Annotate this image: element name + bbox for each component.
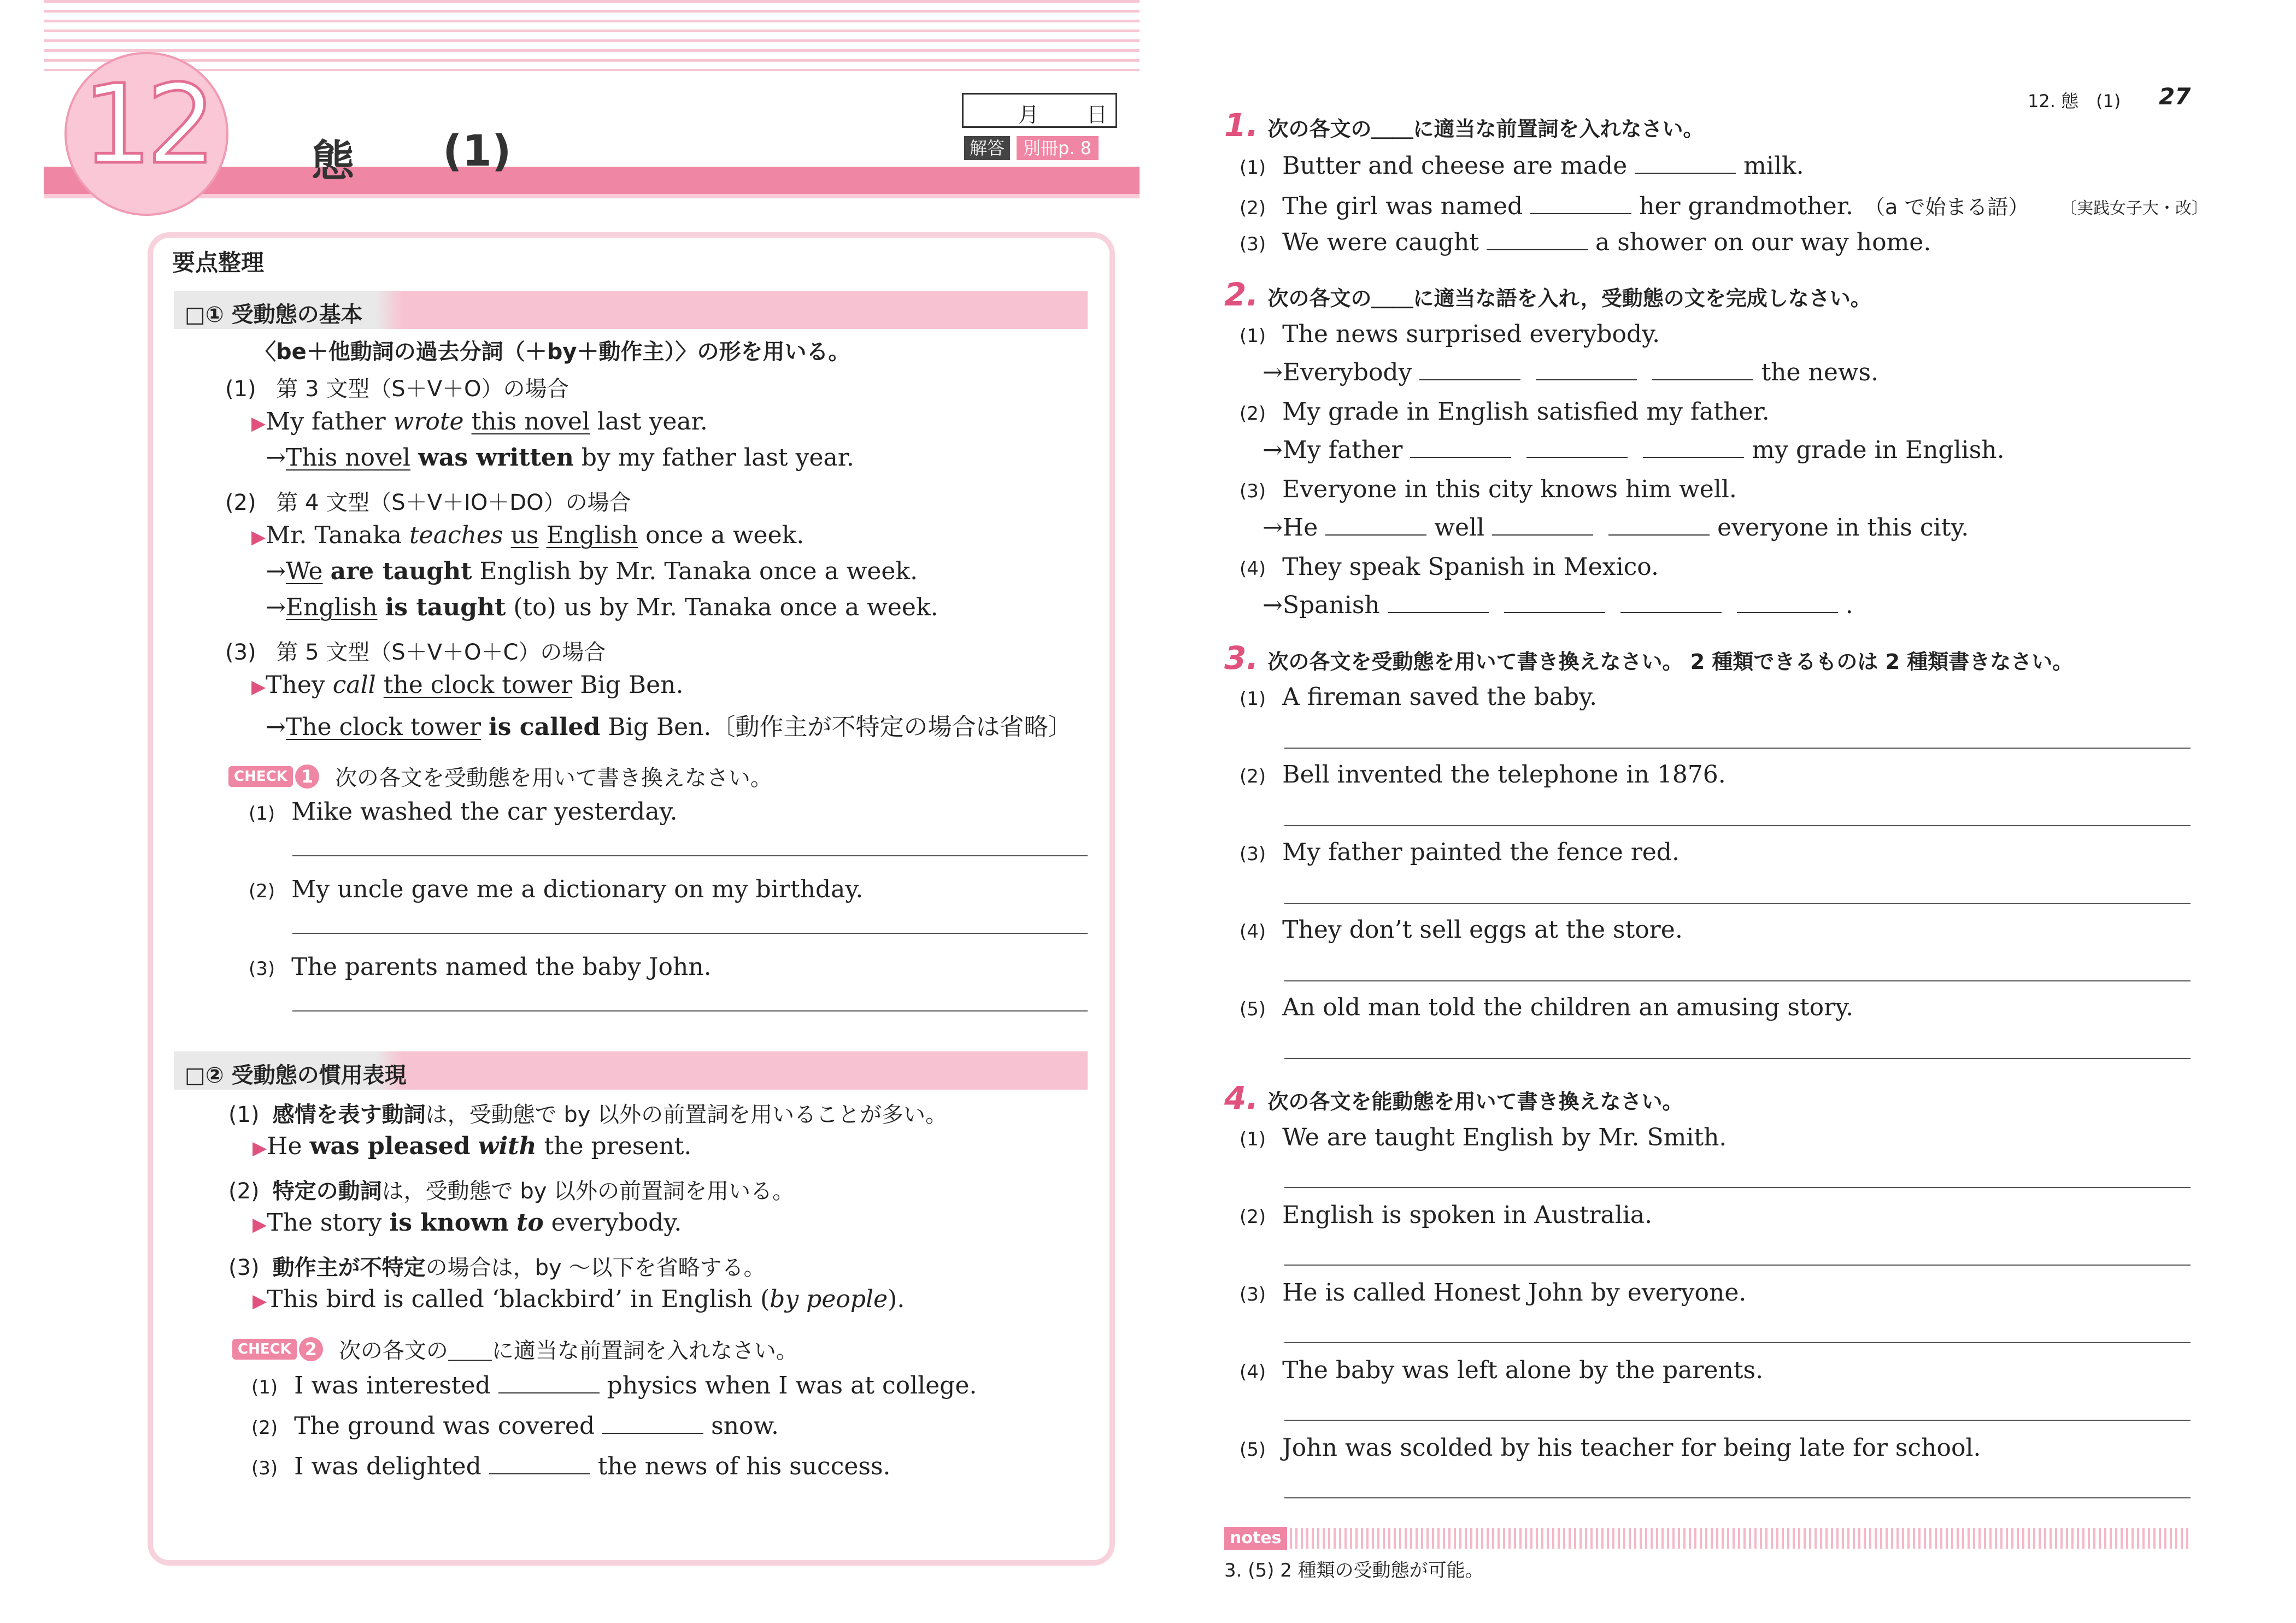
- question-number: 3.: [1224, 639, 1259, 677]
- answer-line[interactable]: [292, 933, 1088, 934]
- item-number: (3): [225, 640, 256, 665]
- header-stripes: [44, 0, 1140, 71]
- question-number: 4.: [1224, 1079, 1259, 1116]
- section2-p1: (1) 感情を表す動詞は，受動態で by 以外の前置詞を用いることが多い。: [228, 1102, 948, 1127]
- answer-label: 解答: [964, 136, 1010, 160]
- blank-line[interactable]: [1325, 534, 1426, 536]
- item-number: (2): [225, 490, 256, 515]
- answer-line[interactable]: [1284, 748, 2191, 749]
- q3-item: (3) My father painted the fence red.: [1240, 838, 1680, 866]
- q1-item: (3) We were caught a shower on our way home.: [1240, 228, 1931, 256]
- triangle-bullet-icon: ▶: [252, 1137, 267, 1159]
- check2-item: (1) I was interested physics when I was at college.: [251, 1372, 977, 1399]
- item-number: (1): [225, 377, 256, 402]
- blank-line[interactable]: [1410, 456, 1511, 458]
- check2-header: [232, 1333, 798, 1365]
- q2-item: (2) My grade in English satisfied my father.: [1240, 398, 1770, 426]
- check1-header: [228, 761, 772, 792]
- section1-p2: [225, 485, 631, 516]
- blank-line[interactable]: [1504, 611, 1605, 613]
- check-badge: CHECK: [232, 1339, 297, 1360]
- date-month-label: 月: [1018, 103, 1040, 127]
- section1-p3: [225, 635, 606, 666]
- date-day-label: 日: [1087, 103, 1108, 127]
- answer-line[interactable]: [292, 855, 1088, 856]
- q2-rewrite: →My father my grade in English.: [1262, 436, 2005, 464]
- q3-item: (5) An old man told the children an amusing story.: [1240, 993, 1854, 1021]
- answer-line[interactable]: [1284, 980, 2191, 981]
- blank-line[interactable]: [1608, 534, 1710, 536]
- answer-line[interactable]: [1284, 1342, 2191, 1343]
- question-instruction: 次の各文を受動態を用いて書き換えなさい。 2 種類できるものは 2 種類書きなさい。: [1267, 650, 2074, 674]
- check2-instruction: 次の各文の＿＿に適当な前置詞を入れなさい。: [338, 1338, 798, 1363]
- section1-intro: 〈be＋他動詞の過去分詞（＋by＋動作主）〉の形を用いる。: [254, 339, 850, 364]
- q4-item: (2) English is spoken in Australia.: [1240, 1201, 1653, 1229]
- q2-item: (1) The news surprised everybody.: [1240, 320, 1660, 348]
- section2-p1-example: ▶He was pleased with the present.: [252, 1132, 692, 1160]
- q2-rewrite: →Everybody the news.: [1262, 358, 1879, 386]
- notes-bar: [1224, 1528, 2192, 1549]
- q2-item: (3) Everyone in this city knows him well.: [1240, 475, 1737, 503]
- blank-line[interactable]: [602, 1432, 703, 1434]
- q4-item: (5) John was scolded by his teacher for being late for school.: [1240, 1434, 1981, 1462]
- section1-title: □① 受動態の基本: [185, 302, 363, 327]
- section2-p2-example: ▶The story is known to everybody.: [252, 1209, 682, 1237]
- chapter-title: 態: [312, 137, 355, 186]
- section2-title: □② 受動態の慣用表現: [185, 1063, 407, 1088]
- answer-line[interactable]: [1284, 1265, 2191, 1266]
- section2-p3-example: ▶This bird is called ‘blackbird’ in English (by people).: [252, 1285, 905, 1313]
- q3-header: [1224, 639, 2073, 677]
- section1-p2-example2: →We are taught English by Mr. Tanaka once a week.: [266, 557, 918, 585]
- summary-heading: 要点整理: [172, 249, 265, 276]
- blank-line[interactable]: [1536, 379, 1637, 380]
- blank-line[interactable]: [1737, 611, 1838, 613]
- chapter-number-badge: 12: [64, 52, 228, 216]
- section1-p2-example3: →English is taught (to) us by Mr. Tanaka once a week.: [266, 593, 938, 621]
- blank-line[interactable]: [1643, 456, 1744, 458]
- q2-item: (4) They speak Spanish in Mexico.: [1240, 553, 1659, 581]
- check1-instruction: 次の各文を受動態を用いて書き換えなさい。: [334, 766, 772, 791]
- q4-header: [1224, 1079, 1683, 1116]
- q3-item: (2) Bell invented the telephone in 1876.: [1240, 761, 1726, 789]
- section1-p3-example2: →The clock tower is called Big Ben.〔動作主が不特定の場合は省略〕: [266, 713, 1072, 741]
- q4-item: (4) The baby was left alone by the parents.: [1240, 1356, 1764, 1384]
- q4-item: (3) He is called Honest John by everyone.: [1240, 1279, 1747, 1307]
- answer-line[interactable]: [292, 1010, 1088, 1012]
- blank-line[interactable]: [1492, 534, 1593, 536]
- triangle-bullet-icon: ▶: [251, 413, 266, 434]
- q3-item: (1) A fireman saved the baby.: [1240, 683, 1598, 711]
- q1-item: (1) Butter and cheese are made milk.: [1240, 152, 1804, 180]
- check1-item: (3) The parents named the baby John.: [249, 953, 712, 981]
- q2-rewrite: →He well everyone in this city.: [1262, 514, 1969, 542]
- question-instruction: 次の各文の＿＿に適当な語を入れ，受動態の文を完成しなさい。: [1267, 286, 1871, 310]
- blank-line[interactable]: [1530, 213, 1631, 214]
- question-instruction: 次の各文を能動態を用いて書き換えなさい。: [1267, 1090, 1683, 1114]
- source-citation: 〔実践女子大・改〕: [2060, 199, 2208, 218]
- q1-header: [1224, 107, 1704, 144]
- answer-line[interactable]: [1284, 1420, 2191, 1421]
- blank-line[interactable]: [489, 1473, 590, 1474]
- q4-item: (1) We are taught English by Mr. Smith.: [1240, 1124, 1727, 1151]
- section1-p3-example1: ▶They call the clock tower Big Ben.: [251, 671, 684, 699]
- check2-item: (3) I was delighted the news of his success.: [251, 1453, 891, 1480]
- check-number: 1: [295, 765, 319, 789]
- running-head: 12. 態 (1): [2028, 91, 2121, 111]
- section2-title-bar: [174, 1051, 1088, 1090]
- q2-rewrite: →Spanish .: [1262, 591, 1853, 619]
- question-number: 2.: [1224, 276, 1259, 313]
- page-number: 27: [2159, 83, 2191, 110]
- blank-line[interactable]: [1487, 249, 1588, 250]
- check1-item: (2) My uncle gave me a dictionary on my birthday.: [249, 875, 864, 903]
- date-box: [962, 93, 1117, 128]
- notes-label: notes: [1224, 1527, 1287, 1550]
- blank-line[interactable]: [1652, 379, 1753, 380]
- answer-line[interactable]: [1284, 903, 2191, 904]
- section1-title-bar: [174, 291, 1088, 329]
- section2-p2: (2) 特定の動詞は，受動態で by 以外の前置詞を用いる。: [228, 1179, 795, 1204]
- blank-line[interactable]: [1388, 611, 1489, 613]
- answer-line[interactable]: [1284, 1187, 2191, 1188]
- question-instruction: 次の各文の＿＿に適当な前置詞を入れなさい。: [1267, 117, 1704, 141]
- blank-line[interactable]: [1620, 611, 1722, 613]
- blank-line[interactable]: [498, 1392, 600, 1393]
- triangle-bullet-icon: ▶: [251, 526, 266, 548]
- check1-item: (1) Mike washed the car yesterday.: [249, 798, 678, 826]
- header-pink-bar-shadow: [44, 194, 1140, 198]
- triangle-bullet-icon: ▶: [252, 1290, 267, 1312]
- blank-line[interactable]: [1419, 379, 1520, 380]
- section1-p1-example2: →This novel was written by my father last year.: [266, 444, 854, 472]
- triangle-bullet-icon: ▶: [252, 1214, 267, 1236]
- answer-reference: 別冊p. 8: [1017, 136, 1099, 160]
- pattern-label: 第 4 文型（S＋V＋IO＋DO）の場合: [276, 490, 631, 515]
- q2-header: [1224, 276, 1871, 313]
- chapter-part: (1): [443, 127, 512, 176]
- check2-item: (2) The ground was covered snow.: [251, 1412, 779, 1440]
- blank-line[interactable]: [1526, 456, 1628, 458]
- pattern-label: 第 5 文型（S＋V＋O＋C）の場合: [276, 640, 606, 665]
- section1-p2-example1: ▶Mr. Tanaka teaches us English once a week.: [251, 521, 805, 549]
- answer-line[interactable]: [1284, 825, 2191, 826]
- q3-item: (4) They don’t sell eggs at the store.: [1240, 916, 1683, 944]
- question-number: 1.: [1224, 107, 1259, 144]
- section1-p1-example1: ▶My father wrote this novel last year.: [251, 408, 708, 436]
- answer-line[interactable]: [1284, 1058, 2191, 1059]
- blank-line[interactable]: [1635, 172, 1736, 174]
- notes-text: 3. (5) 2 種類の受動態が可能。: [1224, 1560, 1484, 1581]
- check-badge: CHECK: [228, 766, 293, 787]
- check-number: 2: [299, 1337, 323, 1361]
- answer-line[interactable]: [1284, 1497, 2191, 1498]
- section2-p3: (3) 動作主が不特定の場合は，by 〜以下を省略する。: [228, 1255, 766, 1280]
- triangle-bullet-icon: ▶: [251, 676, 266, 698]
- q1-item: (2) The girl was named her grandmother. （a で始まる語）: [1240, 192, 2029, 220]
- section1-p1: [225, 372, 569, 403]
- pattern-label: 第 3 文型（S＋V＋O）の場合: [276, 377, 569, 402]
